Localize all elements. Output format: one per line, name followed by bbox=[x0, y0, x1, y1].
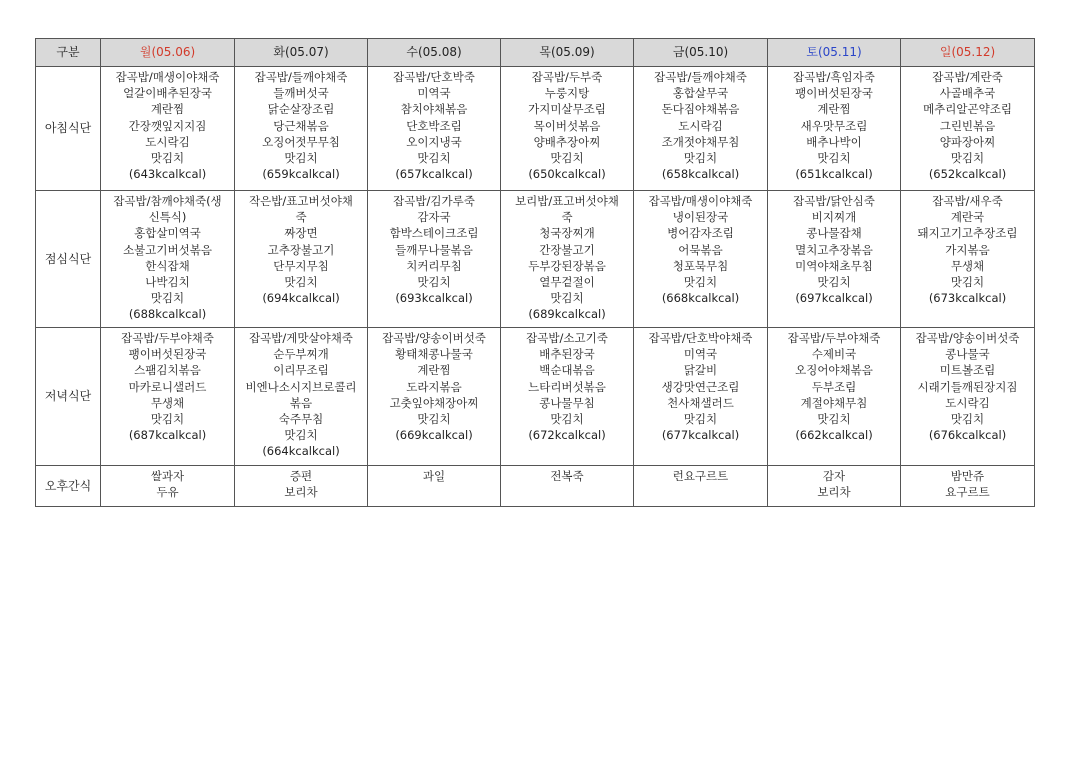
menu-item: 보리차 bbox=[284, 485, 318, 500]
menu-item: 감자 bbox=[822, 469, 846, 483]
menu-item: (643kcalkcal) bbox=[128, 167, 207, 182]
menu-item: 순두부찌개 bbox=[273, 347, 329, 362]
menu-item: 밤만쥬 bbox=[950, 469, 985, 483]
menu-item: 양배추장아찌 bbox=[533, 134, 601, 149]
day-header-tue: 화(05.07) bbox=[235, 39, 368, 67]
menu-item: 비엔나소시지브로콜리 bbox=[245, 379, 357, 394]
menu-cell bbox=[901, 328, 1035, 466]
menu-item: 잡곡밥/들깨야채죽 bbox=[254, 70, 348, 84]
menu-item: 그린빈볶음 bbox=[939, 118, 996, 133]
menu-item: 콩나물잡채 bbox=[806, 226, 862, 241]
menu-item: 맛김치 bbox=[950, 275, 985, 290]
day-header-sun: 일(05.12) bbox=[901, 39, 1035, 67]
menu-item: 볶음 bbox=[289, 395, 313, 410]
menu-item: 잡곡밥/소고기죽 bbox=[526, 331, 608, 345]
menu-item: 잡곡밥/새우죽 bbox=[932, 194, 1003, 208]
menu-item: 고춧잎야채장아찌 bbox=[389, 395, 479, 410]
menu-item: 들깨무나물볶음 bbox=[395, 242, 473, 257]
menu-item: (652kcalkcal) bbox=[928, 167, 1007, 182]
menu-item: 계란찜 bbox=[817, 102, 851, 117]
menu-item: 잡곡밥/두부야채죽 bbox=[787, 331, 881, 345]
menu-item: 간장불고기 bbox=[539, 242, 595, 257]
meal-label: 아침식단 bbox=[36, 67, 101, 191]
menu-item: 병어감자조림 bbox=[667, 226, 734, 241]
menu-item: 사골배추국 bbox=[939, 86, 996, 101]
menu-item: (662kcalkcal) bbox=[795, 428, 873, 443]
menu-cell bbox=[901, 67, 1035, 191]
menu-item: 계절야채무침 bbox=[800, 395, 868, 410]
menu-cell bbox=[768, 191, 901, 328]
menu-item: 맛김치 bbox=[683, 412, 718, 427]
menu-item: 열무겉절이 bbox=[539, 275, 595, 290]
menu-cell bbox=[235, 328, 368, 466]
menu-item: 단호박조림 bbox=[406, 118, 462, 133]
menu-item: 당근채볶음 bbox=[273, 118, 329, 133]
menu-item: 도시락김 bbox=[945, 395, 990, 410]
lunch-row bbox=[36, 191, 1035, 328]
menu-cell bbox=[368, 191, 501, 328]
menu-item: 콩나물무침 bbox=[539, 395, 595, 410]
menu-item: 잡곡밥/매생이야채죽 bbox=[115, 70, 220, 84]
menu-item: 비지찌개 bbox=[811, 210, 857, 225]
menu-item: (688kcalkcal) bbox=[128, 307, 207, 322]
menu-item: (697kcalkcal) bbox=[795, 291, 873, 306]
menu-item: 황태채콩나물국 bbox=[395, 347, 473, 362]
menu-item: 백순대볶음 bbox=[539, 363, 595, 378]
menu-item: 신특식) bbox=[148, 210, 187, 225]
menu-item: 닭갈비 bbox=[683, 363, 718, 378]
menu-item: 맛김치 bbox=[550, 412, 584, 427]
day-header-fri: 금(05.10) bbox=[634, 39, 768, 67]
menu-item: 새우맛무조림 bbox=[800, 118, 868, 133]
menu-item: 얼갈이배추된장국 bbox=[123, 86, 212, 101]
menu-item: (676kcalkcal) bbox=[928, 428, 1007, 443]
menu-item: 맛김치 bbox=[683, 151, 718, 166]
menu-cell bbox=[368, 67, 501, 191]
menu-cell bbox=[501, 328, 634, 466]
menu-item: 목이버섯볶음 bbox=[533, 118, 601, 133]
menu-item: 잡곡밥/양송이버섯죽 bbox=[915, 331, 1020, 345]
menu-item: 맛김치 bbox=[150, 412, 185, 427]
menu-cell bbox=[634, 328, 768, 466]
menu-cell bbox=[235, 191, 368, 328]
menu-item: 천사채샐러드 bbox=[667, 395, 734, 410]
menu-item: 돈다짐야채볶음 bbox=[661, 102, 740, 117]
menu-item: 메추리알곤약조림 bbox=[923, 102, 1012, 117]
menu-item: 잡곡밥/두부야채죽 bbox=[121, 331, 214, 345]
menu-item: 숙주무침 bbox=[278, 412, 324, 427]
menu-item: 소불고기버섯볶음 bbox=[123, 242, 212, 257]
meal-label: 저녁식단 bbox=[36, 328, 101, 466]
menu-item: 돼지고기고추장조림 bbox=[917, 226, 1018, 241]
menu-item: 누룽지탕 bbox=[544, 86, 590, 101]
menu-item: 홍합살무국 bbox=[672, 86, 729, 101]
menu-cell bbox=[501, 466, 634, 507]
menu-item: 어묵볶음 bbox=[678, 242, 723, 257]
menu-item: 보리밥/표고버섯야채 bbox=[515, 194, 619, 208]
day-header-wed: 수(05.08) bbox=[368, 39, 501, 67]
menu-item: 가지미살무조림 bbox=[528, 102, 606, 117]
menu-item: 맛김치 bbox=[817, 275, 851, 290]
menu-item: 맛김치 bbox=[284, 428, 318, 443]
menu-item: 맛김치 bbox=[950, 412, 985, 427]
menu-cell bbox=[235, 67, 368, 191]
menu-item: 계란찜 bbox=[150, 102, 185, 117]
menu-item: 가지볶음 bbox=[945, 242, 990, 257]
meal-label: 오후간식 bbox=[36, 466, 101, 507]
menu-item: 보리차 bbox=[817, 485, 851, 500]
menu-item: 오징어야채볶음 bbox=[795, 363, 873, 378]
menu-item: 맛김치 bbox=[150, 291, 185, 306]
menu-item: 청국장찌개 bbox=[539, 226, 595, 241]
menu-item: 마카로니샐러드 bbox=[128, 379, 207, 394]
menu-item: 양파장아찌 bbox=[939, 134, 996, 149]
menu-cell bbox=[368, 466, 501, 507]
menu-item: 맛김치 bbox=[417, 275, 451, 290]
menu-item: 함박스테이크조림 bbox=[389, 226, 479, 241]
menu-item: 요구르트 bbox=[945, 485, 990, 500]
menu-item: 계란찜 bbox=[417, 363, 451, 378]
menu-cell bbox=[768, 466, 901, 507]
menu-cell bbox=[101, 466, 235, 507]
menu-cell bbox=[901, 466, 1035, 507]
menu-item: 무생채 bbox=[150, 395, 185, 410]
menu-item: 잡곡밥/들깨야채죽 bbox=[654, 70, 747, 84]
day-header-sat: 토(05.11) bbox=[768, 39, 901, 67]
menu-item: 잡곡밥/두부죽 bbox=[531, 70, 603, 84]
menu-item: 스팸김치볶음 bbox=[134, 363, 201, 378]
menu-item: 전복죽 bbox=[550, 469, 584, 483]
day-header-thu: 목(05.09) bbox=[501, 39, 634, 67]
menu-item: 잡곡밥/흑임자죽 bbox=[793, 70, 875, 84]
menu-item: 미트볼조림 bbox=[939, 363, 996, 378]
menu-item: (669kcalkcal) bbox=[395, 428, 473, 443]
menu-cell bbox=[634, 67, 768, 191]
meal-table bbox=[35, 38, 1035, 507]
menu-item: 잡곡밥/참깨야채죽(생 bbox=[113, 194, 222, 208]
menu-item: (657kcalkcal) bbox=[395, 167, 473, 182]
menu-item: 맛김치 bbox=[817, 412, 851, 427]
menu-cell bbox=[768, 328, 901, 466]
menu-item: 짜장면 bbox=[284, 226, 318, 241]
corner-header: 구분 bbox=[36, 39, 101, 67]
menu-item: 쌀과자 bbox=[150, 469, 185, 483]
menu-item: 맛김치 bbox=[417, 151, 451, 166]
menu-item: (687kcalkcal) bbox=[128, 428, 207, 443]
menu-item: 시래기들깨된장지짐 bbox=[917, 379, 1018, 394]
menu-item: 도시락김 bbox=[678, 118, 723, 133]
menu-item: 계란국 bbox=[950, 210, 985, 225]
menu-item: 런요구르트 bbox=[672, 469, 729, 483]
menu-cell bbox=[101, 67, 235, 191]
menu-item: 증편 bbox=[289, 469, 313, 483]
breakfast-row bbox=[36, 67, 1035, 191]
menu-item: 잡곡밥/계란죽 bbox=[932, 70, 1003, 84]
menu-item: 두부강된장볶음 bbox=[528, 258, 606, 273]
menu-item: 미역국 bbox=[683, 347, 718, 362]
menu-item: 맛김치 bbox=[550, 291, 584, 306]
menu-item: 잡곡밥/매생이야채죽 bbox=[648, 194, 753, 208]
menu-item: 미역야채초무침 bbox=[795, 258, 873, 273]
menu-item: 이리무조림 bbox=[273, 363, 329, 378]
menu-item: (651kcalkcal) bbox=[795, 167, 873, 182]
menu-item: 간장깻잎지지짐 bbox=[128, 118, 207, 133]
menu-item: 맛김치 bbox=[550, 151, 584, 166]
snack-row bbox=[36, 466, 1035, 507]
menu-cell bbox=[901, 191, 1035, 328]
menu-item: 과일 bbox=[422, 469, 446, 483]
menu-item: 맛김치 bbox=[417, 412, 451, 427]
menu-item: (694kcalkcal) bbox=[262, 291, 340, 306]
menu-cell bbox=[101, 191, 235, 328]
menu-item: (673kcalkcal) bbox=[928, 291, 1007, 306]
meal-label: 점심식단 bbox=[36, 191, 101, 328]
menu-item: 맛김치 bbox=[150, 151, 185, 166]
menu-item: 생강맛연근조림 bbox=[661, 379, 740, 394]
menu-cell bbox=[235, 466, 368, 507]
dinner-row bbox=[36, 328, 1035, 466]
header-row bbox=[36, 39, 1035, 67]
menu-item: 죽 bbox=[561, 210, 573, 225]
menu-item: (650kcalkcal) bbox=[528, 167, 606, 182]
menu-cell bbox=[634, 466, 768, 507]
day-header-mon: 월(05.06) bbox=[101, 39, 235, 67]
menu-item: 맛김치 bbox=[683, 275, 718, 290]
menu-cell bbox=[501, 67, 634, 191]
menu-item: 맛김치 bbox=[284, 151, 318, 166]
menu-item: 팽이버섯된장국 bbox=[795, 86, 873, 101]
menu-item: 냉이된장국 bbox=[672, 210, 729, 225]
menu-item: 참치야채볶음 bbox=[400, 102, 468, 117]
menu-item: 두유 bbox=[156, 485, 179, 500]
menu-item: 잡곡밥/김가루죽 bbox=[393, 194, 475, 208]
menu-item: 잡곡밥/게맛살야채죽 bbox=[249, 331, 353, 345]
menu-cell bbox=[634, 191, 768, 328]
menu-item: 오징어젓무무침 bbox=[262, 134, 340, 149]
menu-item: 도시락김 bbox=[145, 134, 190, 149]
menu-item: 단무지무침 bbox=[273, 258, 329, 273]
menu-item: 배추된장국 bbox=[539, 347, 595, 362]
menu-item: (689kcalkcal) bbox=[528, 307, 606, 322]
menu-item: 맛김치 bbox=[817, 151, 851, 166]
menu-item: (693kcalkcal) bbox=[395, 291, 473, 306]
menu-item: 닭순살장조림 bbox=[267, 102, 335, 117]
menu-item: 멸치고추장볶음 bbox=[795, 242, 873, 257]
menu-item: 감자국 bbox=[417, 210, 451, 225]
menu-item: 잡곡밥/닭안심죽 bbox=[793, 194, 875, 208]
menu-cell bbox=[768, 67, 901, 191]
menu-item: 맛김치 bbox=[284, 275, 318, 290]
menu-item: 팽이버섯된장국 bbox=[128, 347, 207, 362]
menu-item: 미역국 bbox=[417, 86, 451, 101]
menu-item: 콩나물국 bbox=[945, 347, 990, 362]
menu-item: 작은밥/표고버섯야채 bbox=[249, 194, 353, 208]
menu-item: 조개젓야채무침 bbox=[661, 134, 740, 149]
menu-item: 나박김치 bbox=[145, 275, 190, 290]
menu-item: (658kcalkcal) bbox=[661, 167, 740, 182]
menu-item: 도라지볶음 bbox=[406, 379, 462, 394]
menu-item: (664kcalkcal) bbox=[262, 444, 340, 459]
menu-item: 무생채 bbox=[950, 258, 985, 273]
menu-item: 잡곡밥/단호박죽 bbox=[393, 70, 475, 84]
menu-item: 치커리무침 bbox=[406, 258, 462, 273]
menu-item: 느타리버섯볶음 bbox=[528, 379, 606, 394]
menu-item: 잡곡밥/단호박야채죽 bbox=[648, 331, 753, 345]
menu-item: 한식잡채 bbox=[145, 258, 190, 273]
menu-item: (677kcalkcal) bbox=[661, 428, 740, 443]
menu-item: 수제비국 bbox=[811, 347, 857, 362]
menu-item: 맛김치 bbox=[950, 151, 985, 166]
menu-item: 잡곡밥/양송이버섯죽 bbox=[382, 331, 486, 345]
menu-item: 배추나박이 bbox=[806, 134, 862, 149]
menu-item: 청포묵무침 bbox=[672, 258, 729, 273]
menu-item: 죽 bbox=[295, 210, 307, 225]
menu-item: (672kcalkcal) bbox=[528, 428, 606, 443]
menu-item: 들깨버섯국 bbox=[273, 86, 329, 101]
menu-item: (659kcalkcal) bbox=[262, 167, 340, 182]
menu-item: 홍합살미역국 bbox=[134, 226, 201, 241]
menu-item: 두부조림 bbox=[811, 379, 857, 394]
menu-item: 고추장불고기 bbox=[267, 242, 335, 257]
menu-cell bbox=[101, 328, 235, 466]
menu-cell bbox=[368, 328, 501, 466]
menu-item: 오이지냉국 bbox=[406, 134, 462, 149]
menu-item: (668kcalkcal) bbox=[661, 291, 740, 306]
menu-cell bbox=[501, 191, 634, 328]
